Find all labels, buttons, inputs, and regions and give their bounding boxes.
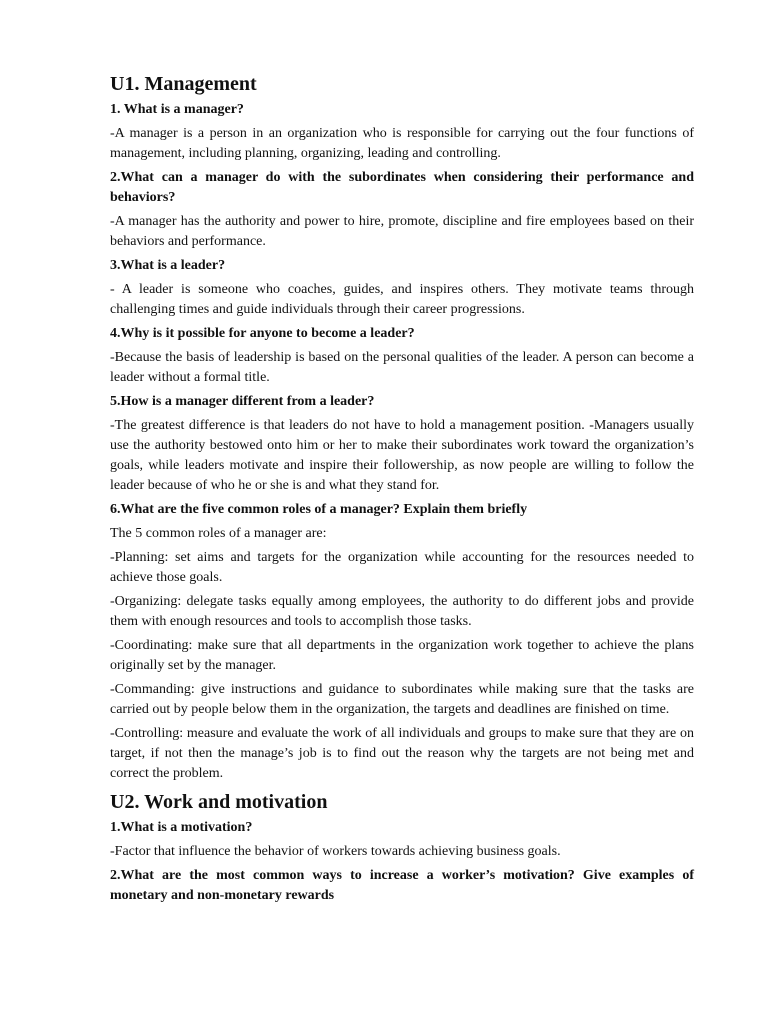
- answer-paragraph: -Commanding: give instructions and guidance to subordinates while making sure that the tasks are carried out by people below them in the organization, the targets and deadlines are finished on time.: [110, 682, 694, 717]
- answer-paragraph: - A leader is someone who coaches, guides, and inspires others. They motivate teams through challenging times and guide individuals through their career progressions.: [110, 282, 694, 317]
- question: 2.What can a manager do with the subordinates when considering their performance and behaviors?: [110, 170, 694, 205]
- answer-paragraph: -Coordinating: make sure that all departments in the organization work together to achieve the plans originally set by the manager.: [110, 638, 694, 673]
- section-heading: U2. Work and motivation: [110, 791, 328, 813]
- section-heading: U1. Management: [110, 73, 257, 95]
- answer-paragraph: -A manager is a person in an organization who is responsible for carrying out the four functions of management, including planning, organizing, leading and controlling.: [110, 126, 694, 161]
- question: 2.What are the most common ways to increase a worker’s motivation? Give examples of monetary and non-monetary rewards: [110, 868, 694, 903]
- answer-paragraph: -The greatest difference is that leaders do not have to hold a management position. -Managers usually use the authority bestowed onto him or her to make their subordinates work toward the organization’s goals, while leaders motivate and inspire their followership, as now people are willing to follow the leader because of who he or she is and what they stand for.: [110, 418, 694, 493]
- answer-paragraph: -A manager has the authority and power to hire, promote, discipline and fire employees based on their behaviors and performance.: [110, 214, 694, 249]
- question: 6.What are the five common roles of a manager? Explain them briefly: [110, 502, 528, 517]
- question: 1. What is a manager?: [110, 102, 244, 117]
- question: 4.Why is it possible for anyone to become a leader?: [110, 326, 415, 341]
- answer-paragraph: -Factor that influence the behavior of workers towards achieving business goals.: [110, 844, 561, 859]
- question: 5.How is a manager different from a leader?: [110, 394, 375, 409]
- answer-paragraph: The 5 common roles of a manager are:: [110, 526, 327, 541]
- document-page: [110, 70, 694, 910]
- answer-paragraph: -Because the basis of leadership is based on the personal qualities of the leader. A person can become a leader without a formal title.: [110, 350, 694, 385]
- answer-paragraph: -Controlling: measure and evaluate the work of all individuals and groups to make sure that they are on target, if not then the manage’s job is to find out the reason why the targets are not being met and correct the problem.: [110, 726, 694, 781]
- question: 1.What is a motivation?: [110, 820, 253, 835]
- answer-paragraph: -Organizing: delegate tasks equally among employees, the authority to do different jobs and provide them with enough resources and tools to accomplish those tasks.: [110, 594, 694, 629]
- answer-paragraph: -Planning: set aims and targets for the organization while accounting for the resources needed to achieve those goals.: [110, 550, 694, 585]
- question: 3.What is a leader?: [110, 258, 226, 273]
